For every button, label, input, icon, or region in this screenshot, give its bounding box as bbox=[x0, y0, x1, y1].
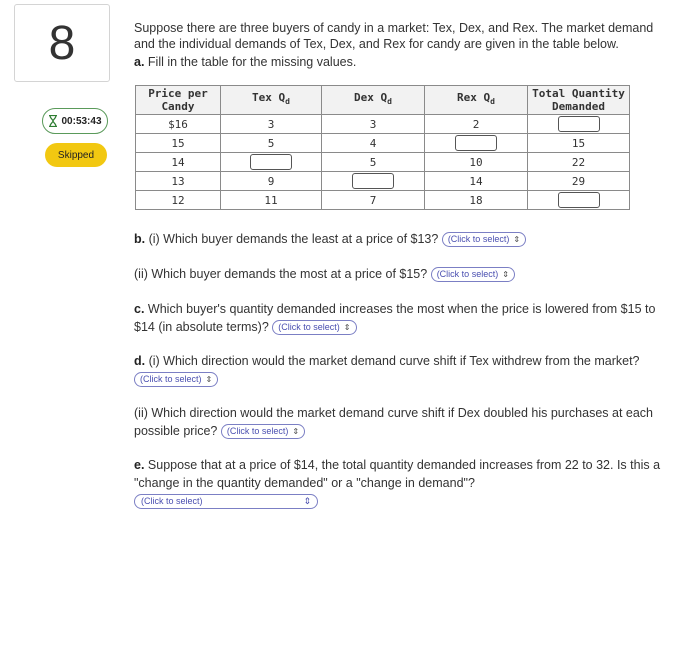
header-dex: Dex $Q_d$ bbox=[322, 86, 425, 115]
total-cell bbox=[528, 191, 630, 210]
dex-cell: 3 bbox=[322, 115, 425, 134]
rex-cell: 18 bbox=[425, 191, 528, 210]
chevron-updown-icon: ⇕ bbox=[303, 496, 311, 506]
price-cell: 14 bbox=[136, 153, 221, 172]
part-b1-select[interactable]: (Click to select) ⇕ bbox=[442, 232, 526, 247]
table-row bbox=[136, 191, 630, 210]
total-cell: 22 bbox=[528, 153, 630, 172]
tex-14-input[interactable] bbox=[250, 154, 292, 170]
price-cell: 13 bbox=[136, 172, 221, 191]
part-b2: (ii) Which buyer demands the most at a price of $15? (Click to select) ⇕ bbox=[134, 265, 664, 283]
rex-cell: 2 bbox=[425, 115, 528, 134]
part-e-select[interactable]: (Click to select) ⇕ bbox=[134, 494, 318, 509]
part-d2-select[interactable]: (Click to select) ⇕ bbox=[221, 424, 305, 439]
table-row bbox=[136, 115, 630, 134]
timer-text: 00:53:43 bbox=[61, 115, 102, 127]
part-d1-select[interactable]: (Click to select) ⇕ bbox=[134, 372, 218, 387]
price-cell: $16 bbox=[136, 115, 221, 134]
chevron-updown-icon: ⇕ bbox=[343, 323, 351, 333]
table-row bbox=[136, 134, 630, 153]
intro-text: Suppose there are three buyers of candy in a market: Tex, Dex, and Rex. The market demand and the individual demands of Tex, Dex, and Rex for candy are given in the table below. bbox=[134, 21, 654, 51]
hourglass-icon bbox=[48, 115, 58, 127]
total-16-input[interactable] bbox=[558, 116, 600, 132]
part-d1: d. (i) Which direction would the market demand curve shift if Tex withdrew from the market? (Click to select) ⇕ bbox=[134, 352, 664, 388]
part-a-text: a. Fill in the table for the missing values. bbox=[134, 55, 357, 69]
demand-table bbox=[135, 85, 630, 210]
question-body bbox=[134, 20, 664, 70]
chevron-updown-icon: ⇕ bbox=[205, 375, 213, 385]
table-row bbox=[136, 172, 630, 191]
tex-cell: 9 bbox=[221, 172, 322, 191]
header-price: Price per Candy bbox=[136, 86, 221, 115]
total-cell bbox=[528, 115, 630, 134]
part-c-select[interactable]: (Click to select) ⇕ bbox=[272, 320, 356, 335]
part-d2: (ii) Which direction would the market demand curve shift if Dex doubled his purchases at each possible price? (Click to select) ⇕ bbox=[134, 406, 654, 438]
header-rex: Rex $Q_d$ bbox=[425, 86, 528, 115]
rex-15-input[interactable] bbox=[455, 135, 497, 151]
total-12-input[interactable] bbox=[558, 192, 600, 208]
dex-cell: 7 bbox=[322, 191, 425, 210]
table-row bbox=[136, 153, 630, 172]
skipped-badge: Skipped bbox=[45, 143, 107, 167]
tex-cell: 11 bbox=[221, 191, 322, 210]
part-b1: b. (i) Which buyer demands the least at a price of $13? (Click to select) ⇕ bbox=[134, 230, 664, 248]
chevron-updown-icon: ⇕ bbox=[292, 427, 300, 437]
chevron-updown-icon: ⇕ bbox=[513, 235, 521, 245]
rex-cell: 14 bbox=[425, 172, 528, 191]
rex-cell: 10 bbox=[425, 153, 528, 172]
part-e: e. Suppose that at a price of $14, the total quantity demanded increases from 22 to 32. Is this a "change in the quantity demanded" or a "change in demand"? (Click to select) ⇕ bbox=[134, 456, 664, 509]
dex-cell: 4 bbox=[322, 134, 425, 153]
tex-cell: 3 bbox=[221, 115, 322, 134]
rex-cell bbox=[425, 134, 528, 153]
tex-cell: 5 bbox=[221, 134, 322, 153]
tex-cell bbox=[221, 153, 322, 172]
dex-cell: 5 bbox=[322, 153, 425, 172]
price-cell: 12 bbox=[136, 191, 221, 210]
question-number: 8 bbox=[14, 4, 110, 82]
dex-cell bbox=[322, 172, 425, 191]
part-c: c. Which buyer's quantity demanded increases the most when the price is lowered from $15 to $14 (in absolute terms)? (Click to select) ⇕ bbox=[134, 302, 656, 334]
price-cell: 15 bbox=[136, 134, 221, 153]
timer-badge bbox=[42, 108, 108, 134]
total-cell: 29 bbox=[528, 172, 630, 191]
header-tex: Tex $Q_d$ bbox=[221, 86, 322, 115]
part-b2-select[interactable]: (Click to select) ⇕ bbox=[431, 267, 515, 282]
header-total: Total Quantity Demanded bbox=[528, 86, 630, 115]
total-cell: 15 bbox=[528, 134, 630, 153]
chevron-updown-icon: ⇕ bbox=[502, 270, 509, 280]
dex-13-input[interactable] bbox=[352, 173, 394, 189]
